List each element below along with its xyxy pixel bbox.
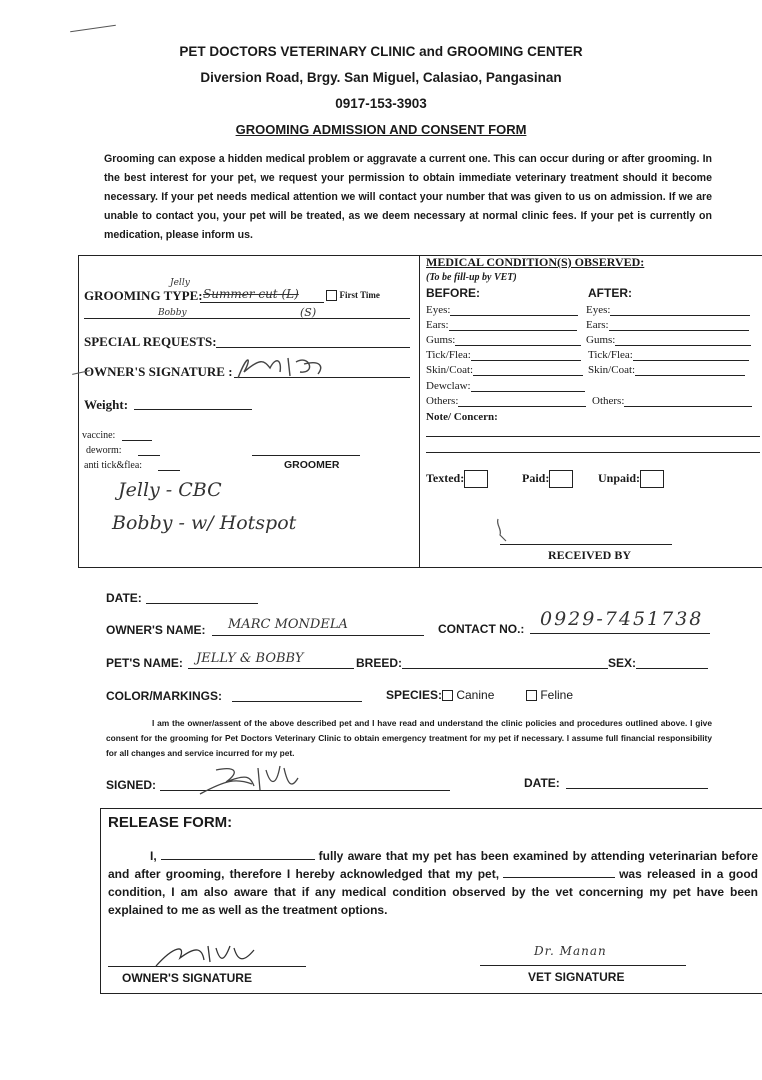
before-gums-row: Gums: [426,334,581,346]
intro-paragraph: Grooming can expose a hidden medical problem or aggravate a current one. This can occur during or after grooming. In the best interest for your pet, we request your permission to obtain immediate veterinary treatment should it become necessary. If your pet needs medical attention we will contact your number that was given to us on admission. If we are unable to contact you, your pet will be treated, as we deem necessary at normal clinic fees. If your pet is currently on medication, please inform us. [104,153,712,241]
unpaid-label: Unpaid: [598,470,641,485]
species-feline-option[interactable] [526,688,573,702]
owner-name-value: MARC MONDELA [228,617,348,632]
before-eyes-field[interactable] [450,315,578,316]
grooming-notes-line1: Jelly - CBC [118,479,222,501]
grooming-notes-line2: Bobby - w/ Hotspot [112,512,297,534]
breed-field[interactable] [402,668,608,669]
weight-label: Weight: [84,397,129,412]
release-text-2: fully aware that my pet has been examined by attending veterinarian before and after grooming, therefore I hereby acknowledged that my pet, [108,849,758,881]
paid-checkbox[interactable] [549,470,573,488]
date-label: DATE: [106,591,142,605]
feline-checkbox[interactable] [526,690,537,701]
vet-signature-value: Dr. Manan [534,944,607,958]
vet-sig-label: VET SIGNATURE [528,970,625,984]
after-ears-row: Ears: [586,319,749,331]
deworm-label: deworm: [86,445,122,456]
owner-name-label: OWNER'S NAME: [106,623,206,637]
before-skincoat-field[interactable] [473,375,583,376]
first-time-option[interactable] [326,290,380,301]
release-text-1: I, [150,849,157,863]
column-divider [419,255,420,567]
before-tickflea-row: Tick/Flea: [426,349,581,361]
grooming-type-value: Summer cut (L) [203,287,299,301]
release-text-3: was released in a good condition, I am also aware that if any medical condition observed by the vet concerning my pet have been explained to me as well as the treatment options. [108,867,758,917]
pet-name-label: PET'S NAME: [106,656,183,670]
signed-signature [196,760,306,800]
owner-signature-label: OWNER'S SIGNATURE : [84,364,233,379]
after-ears-field[interactable] [609,330,749,331]
received-by-field[interactable] [500,544,672,545]
before-eyes-row: Eyes: [426,304,578,316]
before-skincoat-row: Skin/Coat: [426,364,583,376]
contact-value: 0929-7451738 [540,608,704,630]
after-others-row: Others: [592,395,752,407]
clinic-address: Diversion Road, Brgy. San Miguel, Calasiao, Pangasinan [200,70,562,85]
canine-checkbox[interactable] [442,690,453,701]
grooming-note-top: Jelly [170,278,190,288]
clinic-name: PET DOCTORS VETERINARY CLINIC and GROOMING CENTER [179,44,583,59]
first-time-checkbox[interactable] [326,290,337,301]
pet-name-field[interactable] [188,668,354,669]
texted-option[interactable] [426,470,488,488]
grooming-note-second: Bobby [158,308,187,318]
release-paragraph [108,847,758,919]
before-ears-row: Ears: [426,319,577,331]
paid-label: Paid: [522,470,550,485]
color-markings-field[interactable] [232,701,362,702]
unpaid-option[interactable] [598,470,664,488]
before-label: BEFORE: [426,286,480,300]
species-canine-option[interactable] [442,688,494,702]
note-line-2[interactable] [426,452,760,453]
before-ears-field[interactable] [449,330,577,331]
color-markings-label: COLOR/MARKINGS: [106,689,222,703]
canine-label: Canine [456,688,495,702]
unpaid-checkbox[interactable] [640,470,664,488]
signed-date-field[interactable] [566,788,708,789]
medical-title: MEDICAL CONDITION(S) OBSERVED: [426,255,645,269]
clinic-phone: 0917-153-3903 [335,96,427,111]
feline-label: Feline [540,688,574,702]
after-tickflea-row: Tick/Flea: [588,349,749,361]
after-skincoat-field[interactable] [635,375,745,376]
pet-name-value: JELLY & BOBBY [196,651,304,666]
before-dewclaw-row: Dewclaw: [426,380,585,392]
before-others-row: Others: [426,395,586,407]
received-mark [490,515,520,545]
grooming-note-second-size: (S) [300,306,317,319]
release-owner-sig-label: OWNER'S SIGNATURE [122,971,252,985]
before-tickflea-field[interactable] [471,360,581,361]
weight-field[interactable] [134,409,252,410]
antitick-field[interactable] [158,470,180,471]
before-others-field[interactable] [458,406,586,407]
received-by-label: RECEIVED BY [548,548,632,562]
note-concern-label: Note/ Concern: [426,411,498,423]
after-tickflea-field[interactable] [633,360,749,361]
after-label: AFTER: [588,286,632,300]
after-skincoat-row: Skin/Coat: [588,364,745,376]
texted-checkbox[interactable] [464,470,488,488]
after-gums-field[interactable] [615,345,751,346]
release-owner-sig-field[interactable] [108,966,306,967]
sex-field[interactable] [636,668,708,669]
special-requests-field[interactable] [216,347,410,348]
sex-label: SEX: [608,656,637,670]
grooming-type-label: GROOMING TYPE: [84,288,203,303]
paid-option[interactable] [522,470,573,488]
species-label: SPECIES: [386,688,443,702]
special-requests-label: SPECIAL REQUESTS: [84,334,217,349]
before-dewclaw-field[interactable] [471,391,585,392]
release-name-field[interactable] [161,859,315,860]
after-others-field[interactable] [624,406,752,407]
first-time-label: First Time [339,290,380,300]
vaccine-label: vaccine: [82,430,116,441]
antitick-label: anti tick&flea: [84,460,143,471]
date-field[interactable] [146,603,258,604]
texted-label: Texted: [426,470,465,485]
release-title: RELEASE FORM: [108,814,233,831]
release-pet-field[interactable] [503,877,615,878]
note-line-1[interactable] [426,436,760,437]
medical-subtitle: (To be fill-up by VET) [426,272,517,283]
after-gums-row: Gums: [586,334,751,346]
signed-date-label: DATE: [524,776,560,790]
after-eyes-row: Eyes: [586,304,750,316]
contact-label: CONTACT NO.: [438,622,525,636]
owner-name-field[interactable] [212,635,424,636]
consent-paragraph: I am the owner/assent of the above described pet and I have read and understand the clinic policies and procedures outlined above. I give consent for the grooming for Pet Doctors Veterinary Clinic to obtain emergency treatment for my pet if necessary. I assume full financial responsibility for all changes and service incurred for my pet. [106,718,712,758]
form-title: GROOMING ADMISSION AND CONSENT FORM [235,122,527,137]
groomer-field[interactable] [252,455,360,456]
groomer-label: GROOMER [284,459,340,471]
breed-label: BREED: [356,656,403,670]
vet-sig-field[interactable] [480,965,686,966]
owner-signature-scribble [230,350,330,384]
contact-field[interactable] [530,633,710,634]
before-gums-field[interactable] [455,345,581,346]
stray-mark [70,25,116,32]
vaccine-field[interactable] [122,440,152,441]
signed-label: SIGNED: [106,778,157,792]
deworm-field[interactable] [138,455,160,456]
after-eyes-field[interactable] [610,315,750,316]
